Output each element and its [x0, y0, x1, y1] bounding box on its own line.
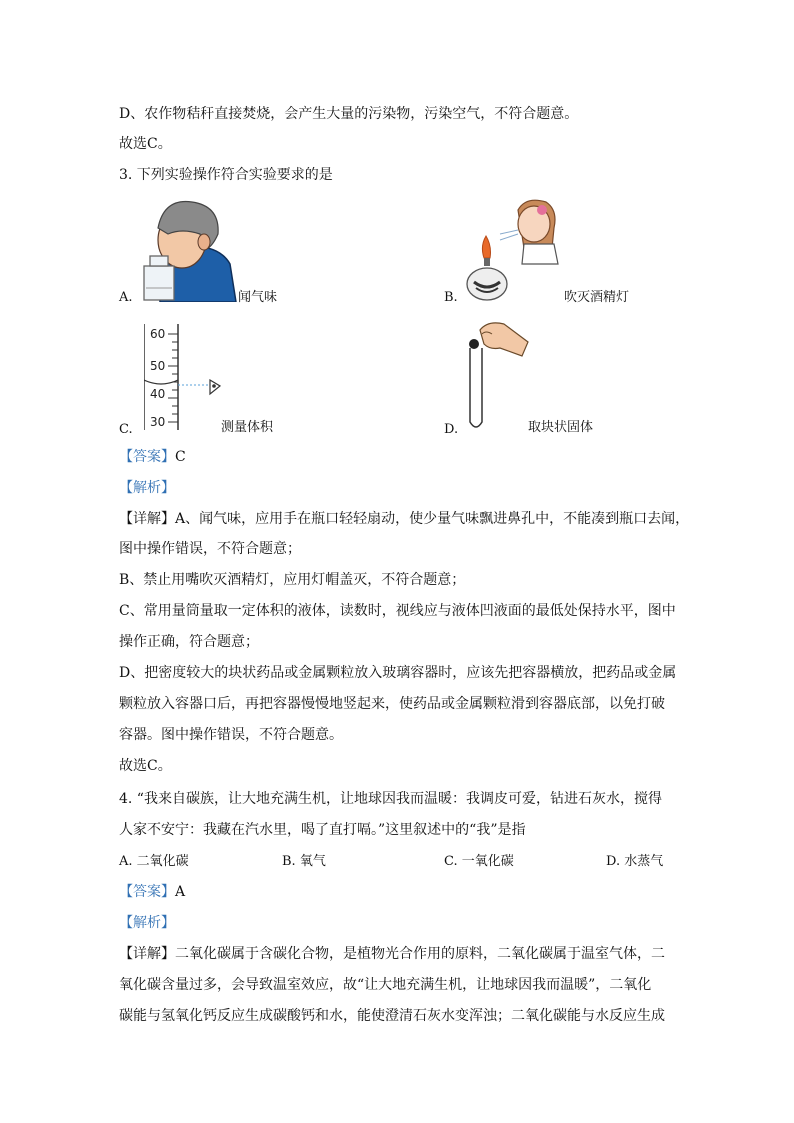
text-line: 故选C。	[119, 758, 172, 774]
q4-option-c: C. 一氧化碳	[444, 854, 514, 869]
detail-4	[119, 944, 665, 964]
q4-option-b: B. 氧气	[282, 854, 326, 869]
smell-figure	[138, 198, 238, 302]
option-a-text: 闻气味	[238, 290, 278, 305]
text-line: 容器。图中操作错误，不符合题意。	[119, 727, 343, 743]
answer-value: C	[175, 449, 186, 465]
text-line: C、常用量筒量取一定体积的液体，读数时，视线应与液体凹液面的最低处保持水平，图中	[119, 603, 676, 619]
test-tube-figure	[464, 320, 530, 434]
detail-tag: 【详解】	[119, 511, 175, 527]
text-line: 操作正确，符合题意；	[119, 634, 259, 650]
text-line: 氧化碳含量过多，会导致温室效应，故“让大地充满生机，让地球因我而温暖”，二氧化	[119, 977, 652, 993]
detail-tag: 【详解】	[119, 946, 175, 962]
option-b-text: 吹灭酒精灯	[564, 290, 630, 305]
measuring-cylinder-figure	[144, 322, 224, 432]
option-d-text: 取块状固体	[528, 420, 594, 435]
answer-tag: 【答案】	[119, 449, 175, 465]
answer-3	[119, 447, 186, 467]
text-line: 故选C。	[119, 136, 172, 152]
answer-tag: 【答案】	[119, 884, 175, 900]
detail-text: 二氧化碳属于含碳化合物，是植物光合作用的原料，二氧化碳属于温室气体，二	[175, 946, 665, 962]
q4-option-d: D. 水蒸气	[606, 854, 664, 869]
cylinder-tick-label: 50	[150, 359, 166, 373]
text-line: 颗粒放入容器口后，再把容器慢慢地竖起来，使药品或金属颗粒滑到容器底部，以免打破	[119, 696, 665, 712]
option-b-letter: B.	[444, 290, 458, 305]
cylinder-tick-label: 40	[150, 387, 166, 401]
text-line: 碳能与氢氧化钙反应生成碳酸钙和水，能使澄清石灰水变浑浊；二氧化碳能与水反应生成	[119, 1008, 665, 1024]
q4-option-a: A. 二氧化碳	[119, 854, 189, 869]
text-line: 图中操作错误，不符合题意；	[119, 541, 301, 557]
answer-value: A	[175, 884, 186, 900]
option-c-letter: C.	[119, 422, 133, 437]
text-line: D、把密度较大的块状药品或金属颗粒放入玻璃容器时，应该先把容器横放，把药品或金属	[119, 665, 677, 681]
text-line: D、农作物秸秆直接焚烧，会产生大量的污染物，污染空气，不符合题意。	[119, 106, 579, 122]
detail-3-a	[119, 509, 689, 529]
cylinder-tick-label: 30	[150, 415, 166, 429]
text-line: B、禁止用嘴吹灭酒精灯，应用灯帽盖灭，不符合题意；	[119, 572, 466, 588]
cylinder-tick-label: 60	[150, 327, 166, 341]
option-a-letter: A.	[119, 290, 133, 305]
question-3: 3. 下列实验操作符合实验要求的是	[119, 167, 333, 183]
analysis-tag: 【解析】	[119, 915, 175, 931]
option-c-text: 测量体积	[221, 420, 274, 435]
option-d-letter: D.	[444, 422, 459, 437]
answer-4	[119, 882, 185, 902]
question-4: 4. “我来自碳族，让大地充满生机，让地球因我而温暖：我调皮可爱，钻进石灰水，搅得	[119, 791, 662, 807]
alcohol-lamp-figure	[462, 196, 560, 304]
text-line: 人家不安宁：我藏在汽水里，喝了直打嗝。”这里叙述中的“我”是指	[119, 822, 526, 838]
detail-text: A、闻气味，应用手在瓶口轻轻扇动，使少量气味飘进鼻孔中，不能凑到瓶口去闻，	[175, 511, 690, 527]
analysis-tag: 【解析】	[119, 480, 175, 496]
